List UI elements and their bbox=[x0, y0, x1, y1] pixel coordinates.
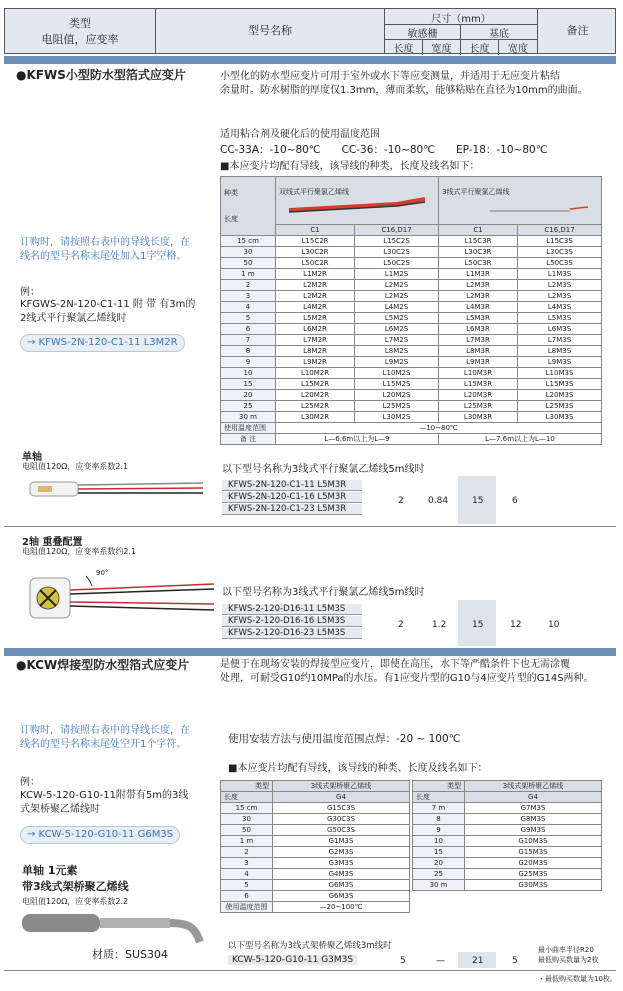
table-row bbox=[221, 803, 410, 814]
lead-code-cell: L20M3S bbox=[518, 390, 602, 401]
length-cell: 50 bbox=[221, 258, 276, 269]
length-cell: 5 bbox=[221, 313, 276, 324]
table-row bbox=[221, 357, 602, 368]
header-resistance: 电阻值，应变率 bbox=[41, 33, 119, 46]
single-axis-title: 单轴 bbox=[22, 452, 42, 463]
length-cell: 20 bbox=[413, 858, 465, 869]
biaxial-gauge-image bbox=[26, 562, 216, 642]
table-row bbox=[413, 836, 602, 847]
lead-code-cell: L10M3R bbox=[438, 368, 517, 379]
base-length-value: 15 bbox=[472, 496, 484, 506]
lead-code-cell: L9M2R bbox=[276, 357, 355, 368]
lead-code-cell: L1M2S bbox=[355, 269, 439, 280]
kcw-model: KCW-5-120-G10-11 G3M3S bbox=[228, 955, 357, 965]
length-cell: 4 bbox=[221, 869, 273, 880]
kcw-spec: 电阻值120Ω，应变率系数2.2 bbox=[22, 897, 129, 906]
model-name: KFWS-2N-120-C1-11 L5M3R bbox=[222, 480, 362, 491]
kcw-example-label: 例： bbox=[20, 777, 40, 788]
table-row bbox=[221, 368, 602, 379]
length-cell: 15 cm bbox=[221, 803, 273, 814]
temp-range: —20~100℃ bbox=[273, 902, 410, 913]
table-row bbox=[221, 836, 410, 847]
kfws-example-model bbox=[20, 334, 185, 352]
lead-code-cell: L6M3R bbox=[438, 324, 517, 335]
lead-code-cell: L4M2R bbox=[276, 302, 355, 313]
header-note: 备注 bbox=[537, 9, 617, 53]
header-length: 长度 bbox=[461, 39, 499, 55]
kfws-desc-2: 余量时。防水树脂的厚度仅1.3mm，薄而柔软，能够粘贴在直径为10mm的曲面。 bbox=[220, 85, 588, 96]
lead-code-cell: L2M2S bbox=[355, 291, 439, 302]
lead-code-cell: L20M2R bbox=[276, 390, 355, 401]
table-row bbox=[413, 847, 602, 858]
lead-code-cell: L15M3S bbox=[518, 379, 602, 390]
kind-label: 类型 bbox=[221, 781, 273, 792]
length-cell: 1 m bbox=[221, 836, 273, 847]
table-row bbox=[221, 858, 410, 869]
lead-code-cell: G15C3S bbox=[273, 803, 410, 814]
lead-code-cell: G4M3S bbox=[273, 869, 410, 880]
col-c16: C16,D17 bbox=[355, 225, 439, 236]
kcw-install: 使用安装方法与使用温度范围点焊：-20 ~ 100℃ bbox=[228, 733, 461, 745]
lead-code-cell: L6M2S bbox=[355, 324, 439, 335]
lead-code-cell: L50C3R bbox=[438, 258, 517, 269]
kcw-single-title: 单轴 1元素 bbox=[22, 864, 78, 877]
kcw-example-2: 式架桥聚乙烯线时 bbox=[20, 804, 100, 815]
table-row bbox=[221, 346, 602, 357]
temp-label: 使用温度范围 bbox=[221, 902, 273, 913]
lead-code-cell: L7M3R bbox=[438, 335, 517, 346]
lead-code-cell: G20M3S bbox=[465, 858, 602, 869]
lead-code-cell: G30C3S bbox=[273, 814, 410, 825]
lead-code-cell: L6M3S bbox=[518, 324, 602, 335]
length-cell: 7 m bbox=[413, 803, 465, 814]
grid-width-value: 1.2 bbox=[432, 620, 447, 630]
base-width-value: 6 bbox=[512, 496, 518, 506]
length-label: 长度 bbox=[221, 792, 273, 803]
lead-code-cell: G3M3S bbox=[273, 858, 410, 869]
table-row bbox=[413, 869, 602, 880]
lead-code-cell: L9M2S bbox=[355, 357, 439, 368]
length-cell: 10 bbox=[221, 368, 276, 379]
lead-code-cell: L30C3S bbox=[518, 247, 602, 258]
lead-code-cell: L9M3S bbox=[518, 357, 602, 368]
grid-length-value: 2 bbox=[398, 496, 404, 506]
kind-length-cell bbox=[221, 177, 276, 236]
kfws-adhesive-title: 适用粘合剂及硬化后的使用温度范围 bbox=[220, 129, 380, 140]
remarks-label: 备 注 bbox=[221, 434, 276, 445]
header-length: 长度 bbox=[385, 39, 423, 55]
lead-code-cell: G1M3S bbox=[273, 836, 410, 847]
table-row bbox=[221, 825, 410, 836]
col-g4: G4 bbox=[465, 792, 602, 803]
grid-width-value: — bbox=[436, 956, 445, 966]
kcw-remark-2: 最低购买数量为2枚 bbox=[538, 956, 599, 964]
lead-code-cell: L5M2R bbox=[276, 313, 355, 324]
temp-label: 使用温度范围 bbox=[221, 423, 276, 434]
length-cell: 2 bbox=[221, 847, 273, 858]
col-c1: C1 bbox=[438, 225, 517, 236]
lead-code-cell: L30M2R bbox=[276, 412, 355, 423]
length-cell: 4 bbox=[221, 302, 276, 313]
lead-code-cell: L30M3S bbox=[518, 412, 602, 423]
col-g4: G4 bbox=[273, 792, 410, 803]
lead-code-cell: L30C3R bbox=[438, 247, 517, 258]
lead-code-cell: L50C2R bbox=[276, 258, 355, 269]
lead-code-cell: L8M3S bbox=[518, 346, 602, 357]
kfws-lead-note: ■本应变片均配有导线，该导线的种类，长度及线名如下： bbox=[220, 161, 480, 172]
header-size: 尺寸（mm） bbox=[431, 14, 491, 25]
lead-code-cell: L2M3S bbox=[518, 291, 602, 302]
table-row bbox=[221, 324, 602, 335]
lead-code-cell: G2M3S bbox=[273, 847, 410, 858]
lead-code-cell: L5M2S bbox=[355, 313, 439, 324]
header-base: 基底 bbox=[461, 24, 537, 40]
table-row bbox=[221, 280, 602, 291]
single-axis-spec: 电阻值120Ω，应变率系数2.1 bbox=[22, 462, 129, 471]
lead-code-cell: G50C3S bbox=[273, 825, 410, 836]
divider bbox=[4, 526, 616, 527]
length-cell: 30 bbox=[221, 814, 273, 825]
remark-2: L—7.6m以上为L—10 bbox=[438, 434, 601, 445]
lead-code-cell: L15M2R bbox=[276, 379, 355, 390]
col-c1: C1 bbox=[276, 225, 355, 236]
table-row bbox=[221, 390, 602, 401]
table-row bbox=[221, 291, 602, 302]
table-row bbox=[413, 814, 602, 825]
biaxial-note: 以下型号名称为3线式平行聚氯乙烯线5m线时 bbox=[222, 587, 425, 598]
lead-code-cell: G9M3S bbox=[465, 825, 602, 836]
length-cell: 8 bbox=[221, 346, 276, 357]
base-length-value: 15 bbox=[472, 620, 484, 630]
header-grid: 敏感栅 bbox=[385, 24, 461, 40]
table-row bbox=[221, 401, 602, 412]
lead-code-cell: G30M3S bbox=[465, 880, 602, 891]
lead-code-cell: G25M3S bbox=[465, 869, 602, 880]
lead-code-cell: G6M3S bbox=[273, 880, 410, 891]
kcw-remark-1: 最小曲率半径R20 bbox=[538, 946, 594, 954]
kfws-order-note-2: 线名的型号名称末尾处加入1字空格。 bbox=[20, 251, 187, 262]
lead-code-cell: L30M2S bbox=[355, 412, 439, 423]
base-width-value: 12 bbox=[510, 620, 522, 630]
table-row bbox=[221, 379, 602, 390]
kcw-title: ●KCW焊接型防水型箔式应变片 bbox=[16, 658, 190, 672]
table-row bbox=[413, 858, 602, 869]
table-row bbox=[221, 847, 410, 858]
two-wire-label: 双线式平行聚氯乙烯线 bbox=[279, 187, 349, 196]
cable-header: 3线式架桥聚乙烯线 bbox=[465, 781, 602, 792]
kcw-order-note-1: 订购时，请按照右表中的导线长度，在 bbox=[20, 725, 190, 736]
cable-header: 3线式架桥聚乙烯线 bbox=[273, 781, 410, 792]
lead-code-cell: L10M2S bbox=[355, 368, 439, 379]
table-row bbox=[221, 269, 602, 280]
lead-code-cell: L20M3R bbox=[438, 390, 517, 401]
length-cell: 25 bbox=[413, 869, 465, 880]
lead-code-cell: L2M3R bbox=[438, 280, 517, 291]
section-divider bbox=[4, 648, 616, 656]
lead-code-cell: L15C2R bbox=[276, 236, 355, 247]
length-cell: 6 bbox=[221, 891, 273, 902]
two-wire-cable-icon bbox=[287, 197, 427, 213]
header-model: 型号名称 bbox=[155, 9, 385, 53]
lead-code-cell: L10M2R bbox=[276, 368, 355, 379]
lead-code-cell: L5M3S bbox=[518, 313, 602, 324]
lead-code-cell: L7M2S bbox=[355, 335, 439, 346]
lead-code-cell: G10M3S bbox=[465, 836, 602, 847]
length-cell: 7 bbox=[221, 335, 276, 346]
lead-code-cell: L15M3R bbox=[438, 379, 517, 390]
lead-code-cell: L15C2S bbox=[355, 236, 439, 247]
single-note: 以下型号名称为3线式平行聚氯乙烯线5m线时 bbox=[222, 464, 425, 475]
length-cell: 3 bbox=[221, 291, 276, 302]
kcw-single-subtitle: 带3线式架桥聚乙烯线 bbox=[22, 880, 129, 893]
biaxial-spec: 电阻值120Ω，应变率系数约2.1 bbox=[22, 547, 137, 556]
length-cell: 5 bbox=[221, 880, 273, 891]
lead-code-cell: L1M3S bbox=[518, 269, 602, 280]
lead-code-cell: L2M3S bbox=[518, 280, 602, 291]
lead-code-cell: L6M2R bbox=[276, 324, 355, 335]
lead-code-cell: L30C2S bbox=[355, 247, 439, 258]
lead-code-cell: L8M3R bbox=[438, 346, 517, 357]
kfws-lead-table bbox=[220, 176, 602, 445]
lead-code-cell: L7M2R bbox=[276, 335, 355, 346]
lead-code-cell: L9M3R bbox=[438, 357, 517, 368]
lead-code-cell: L10M3S bbox=[518, 368, 602, 379]
length-label: 长度 bbox=[413, 792, 465, 803]
model-name: KFWS-2-120-D16-11 L5M3S bbox=[222, 604, 362, 615]
model-name: KFWS-2-120-D16-23 L5M3S bbox=[222, 628, 362, 639]
lead-code-cell: L30C2R bbox=[276, 247, 355, 258]
length-cell: 50 bbox=[221, 825, 273, 836]
three-wire-label: 3线式平行聚氯乙烯线 bbox=[441, 187, 510, 196]
table-row bbox=[221, 891, 410, 902]
grid-length-value: 5 bbox=[400, 956, 406, 966]
table-row bbox=[413, 880, 602, 891]
header-width: 宽度 bbox=[499, 39, 537, 55]
length-cell: 9 bbox=[413, 825, 465, 836]
length-cell: 2 bbox=[221, 280, 276, 291]
length-cell: 15 bbox=[221, 379, 276, 390]
model-name: KFWS-2-120-D16-16 L5M3S bbox=[222, 616, 362, 627]
length-cell: 9 bbox=[221, 357, 276, 368]
lead-code-cell: L1M2R bbox=[276, 269, 355, 280]
length-cell: 15 cm bbox=[221, 236, 276, 247]
three-wire-cable-icon bbox=[450, 197, 590, 213]
lead-code-cell: L25M3S bbox=[518, 401, 602, 412]
lead-code-cell: G8M3S bbox=[465, 814, 602, 825]
model-name: KFWS-2N-120-C1-23 L5M3R bbox=[222, 504, 362, 515]
length-cell: 3 bbox=[221, 858, 273, 869]
grid-length-value: 2 bbox=[398, 620, 404, 630]
model-name: KFWS-2N-120-C1-16 L5M3R bbox=[222, 492, 362, 503]
example-model-pill: → KCW-5-120-G10-11 G6M3S bbox=[20, 826, 180, 844]
lead-code-cell: L30M3R bbox=[438, 412, 517, 423]
kfws-example-label: 例： bbox=[20, 287, 40, 298]
table-row bbox=[221, 313, 602, 324]
lead-code-cell: L5M3R bbox=[438, 313, 517, 324]
lead-code-cell: L2M2R bbox=[276, 291, 355, 302]
kfws-example-2: 2线式平行聚氯乙烯线时 bbox=[20, 313, 127, 324]
lead-code-cell: L4M2S bbox=[355, 302, 439, 313]
kcw-gauge-image bbox=[20, 908, 215, 946]
lead-code-cell: L4M3S bbox=[518, 302, 602, 313]
two-wire-header bbox=[276, 177, 439, 225]
lead-code-cell: L8M2R bbox=[276, 346, 355, 357]
kcw-example-1: KCW-5-120-G10-11附带有5m的3线 bbox=[20, 790, 189, 801]
three-wire-header bbox=[438, 177, 601, 225]
table-row bbox=[221, 302, 602, 313]
lead-code-cell: L2M2S bbox=[355, 280, 439, 291]
lead-code-cell: L15M2S bbox=[355, 379, 439, 390]
kcw-lead-note: ■本应变片均配有导线，该导线的种类、长度及线名如下： bbox=[228, 763, 488, 774]
length-cell: 30 m bbox=[221, 412, 276, 423]
kcw-example-model bbox=[20, 826, 180, 844]
length-label: 长度 bbox=[224, 214, 238, 223]
kfws-desc-1: 小型化的防水型应变片可用于室外或水下等应变测量，并适用于无应变片粘结 bbox=[220, 71, 560, 82]
lead-code-cell: L25M2R bbox=[276, 401, 355, 412]
lead-code-cell: G6M3S bbox=[273, 891, 410, 902]
lead-code-cell: G15M3S bbox=[465, 847, 602, 858]
length-cell: 20 bbox=[221, 390, 276, 401]
lead-code-cell: L25M2S bbox=[355, 401, 439, 412]
kind-label: 种类 bbox=[224, 188, 238, 197]
table-row bbox=[221, 258, 602, 269]
length-cell: 30 bbox=[221, 247, 276, 258]
kind-label: 类型 bbox=[413, 781, 465, 792]
kfws-example-1: KFGWS-2N-120-C1-11 附 带 有3m的 bbox=[20, 299, 196, 310]
table-row bbox=[221, 880, 410, 891]
table-row bbox=[221, 814, 410, 825]
biaxial-title: 2轴 重叠配置 bbox=[22, 537, 83, 548]
col-c16: C16,D17 bbox=[518, 225, 602, 236]
lead-code-cell: G7M3S bbox=[465, 803, 602, 814]
table-row bbox=[221, 869, 410, 880]
lead-code-cell: L4M3R bbox=[438, 302, 517, 313]
angle-label: 90° bbox=[96, 569, 109, 577]
remark-1: L—6.6m以上为L—9 bbox=[276, 434, 439, 445]
length-cell: 1 m bbox=[221, 269, 276, 280]
lead-code-cell: L50C2S bbox=[355, 258, 439, 269]
table-row bbox=[413, 825, 602, 836]
temp-range: —10~80℃ bbox=[276, 423, 602, 434]
lead-code-cell: L15C3S bbox=[518, 236, 602, 247]
kcw-model-note: 以下型号名称为3线式架桥聚乙烯线3m线时 bbox=[228, 941, 392, 951]
lead-code-cell: L7M3S bbox=[518, 335, 602, 346]
lead-code-cell: L8M2S bbox=[355, 346, 439, 357]
lead-code-cell: L1M3R bbox=[438, 269, 517, 280]
footnote: ・最低购买数量为10枚。 bbox=[538, 975, 617, 983]
kcw-desc-2: 处理，可耐受G10约10MPa的水压。有1应变片型的G10与4应变片型的G14S两种。 bbox=[220, 673, 594, 684]
kfws-title: ●KFWS小型防水型箔式应变片 bbox=[16, 68, 186, 82]
table-row bbox=[221, 335, 602, 346]
kfws-order-note-1: 订购时，请按照右表中的导线长度，在 bbox=[20, 237, 190, 248]
header-category: 类型 bbox=[69, 17, 91, 30]
length-cell: 10 bbox=[413, 836, 465, 847]
base-length-value: 21 bbox=[472, 956, 484, 966]
lead-code-cell: L50C3S bbox=[518, 258, 602, 269]
example-model-pill: → KFWS-2N-120-C1-11 L3M2R bbox=[20, 334, 185, 352]
kcw-lead-table-left bbox=[220, 780, 410, 913]
header-width: 宽度 bbox=[423, 39, 461, 55]
lead-code-cell: L20M2S bbox=[355, 390, 439, 401]
lead-code-cell: L2M2R bbox=[276, 280, 355, 291]
note-value: 10 bbox=[548, 620, 560, 630]
length-cell: 8 bbox=[413, 814, 465, 825]
kcw-order-note-2: 线名的型号名称末尾处空开1个字符。 bbox=[20, 739, 187, 750]
length-cell: 6 bbox=[221, 324, 276, 335]
base-width-value: 5 bbox=[512, 956, 518, 966]
length-cell: 25 bbox=[221, 401, 276, 412]
section-divider bbox=[4, 56, 616, 64]
kcw-lead-table-right bbox=[412, 780, 602, 891]
length-cell: 15 bbox=[413, 847, 465, 858]
table-header bbox=[4, 8, 616, 54]
lead-code-cell: L2M3R bbox=[438, 291, 517, 302]
table-row bbox=[221, 236, 602, 247]
divider bbox=[4, 970, 616, 971]
lead-code-cell: L25M3R bbox=[438, 401, 517, 412]
table-row bbox=[221, 412, 602, 423]
single-gauge-image bbox=[28, 476, 208, 504]
grid-width-value: 0.84 bbox=[428, 496, 449, 506]
kcw-desc-1: 是便于在现场安装的焊接型应变片，即使在高压，水下等严酷条件下也无需涂覆 bbox=[220, 659, 570, 670]
lead-code-cell: L15C3R bbox=[438, 236, 517, 247]
table-row bbox=[413, 803, 602, 814]
length-cell: 30 m bbox=[413, 880, 465, 891]
kcw-material: 材质：SUS304 bbox=[92, 948, 169, 961]
kfws-adhesive-list: CC-33A：-10~80℃ CC-36：-10~80℃ EP-18：-10~80℃ bbox=[220, 144, 548, 156]
table-row bbox=[221, 247, 602, 258]
